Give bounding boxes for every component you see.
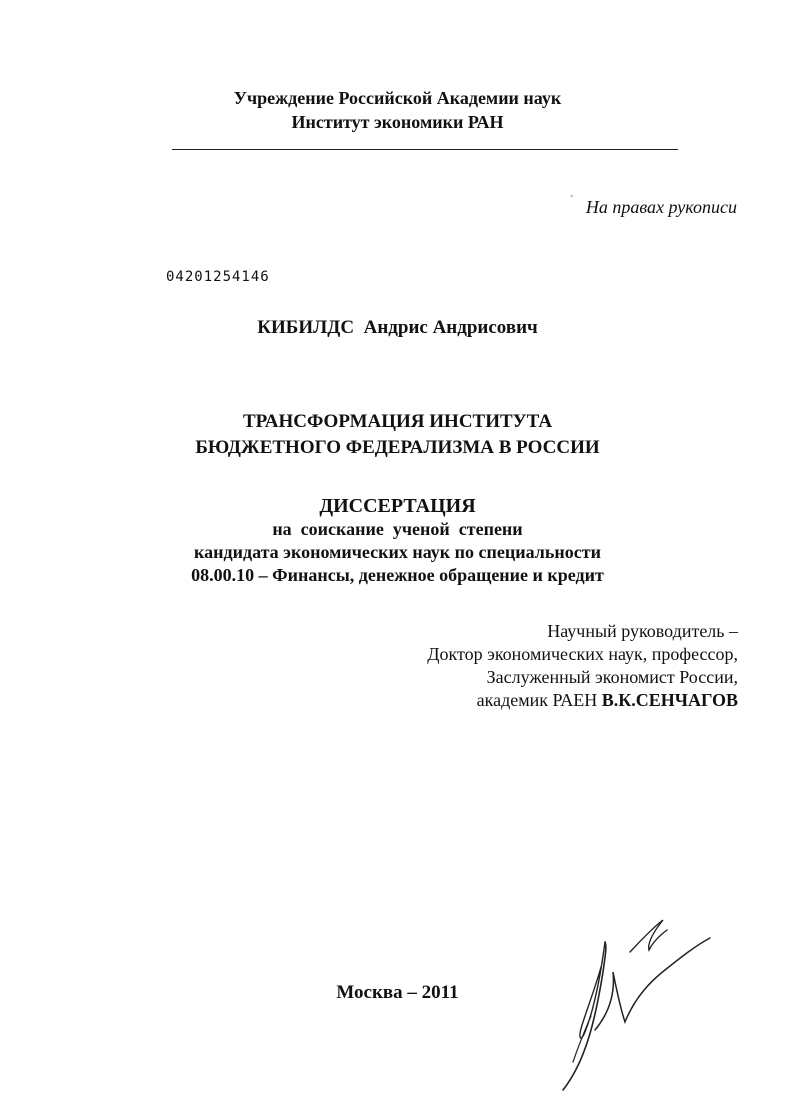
supervisor-line-4 xyxy=(427,689,738,712)
dissertation-title xyxy=(0,409,795,461)
institution-line-1: Учреждение Российской Академии наук xyxy=(233,88,562,108)
supervisor-block xyxy=(427,620,738,712)
title-line-2: БЮДЖЕТНОГО ФЕДЕРАЛИЗМА В РОССИИ xyxy=(195,437,600,458)
archive-code: 04201254146 xyxy=(166,269,270,285)
stray-tick-mark: ` xyxy=(570,194,574,206)
supervisor-line-2: Доктор экономических наук, профессор, xyxy=(427,644,738,664)
author-name xyxy=(0,317,795,339)
degree-line-3: 08.00.10 – Финансы, денежное обращение и кредит xyxy=(191,565,604,585)
author-given-names: Андрис Андрисович xyxy=(363,317,538,338)
supervisor-line-1: Научный руководитель – xyxy=(547,621,738,641)
supervisor-line-3: Заслуженный экономист России, xyxy=(486,667,738,687)
degree-line-1: на соискание ученой степени xyxy=(272,519,523,539)
supervisor-title: академик РАЕН xyxy=(476,690,598,710)
institution-line-2: Институт экономики РАН xyxy=(291,112,504,132)
dissertation-block xyxy=(0,495,795,587)
signature-stroke-3 xyxy=(595,938,710,1030)
signature-stroke-4 xyxy=(630,920,667,952)
handwritten-signature xyxy=(555,912,725,1092)
degree-line-2: кандидата экономических наук по специальности xyxy=(194,542,601,562)
title-line-1: ТРАНСФОРМАЦИЯ ИНСТИТУТА xyxy=(242,411,553,432)
supervisor-name: В.К.СЕНЧАГОВ xyxy=(601,690,738,710)
author-surname: КИБИЛДС xyxy=(257,317,355,338)
place-year: Москва – 2011 xyxy=(336,982,459,1003)
dissertation-heading: ДИССЕРТАЦИЯ xyxy=(319,495,476,517)
manuscript-note: На правах рукописи xyxy=(585,197,737,217)
header-divider xyxy=(172,149,678,150)
institution-header xyxy=(0,86,795,134)
